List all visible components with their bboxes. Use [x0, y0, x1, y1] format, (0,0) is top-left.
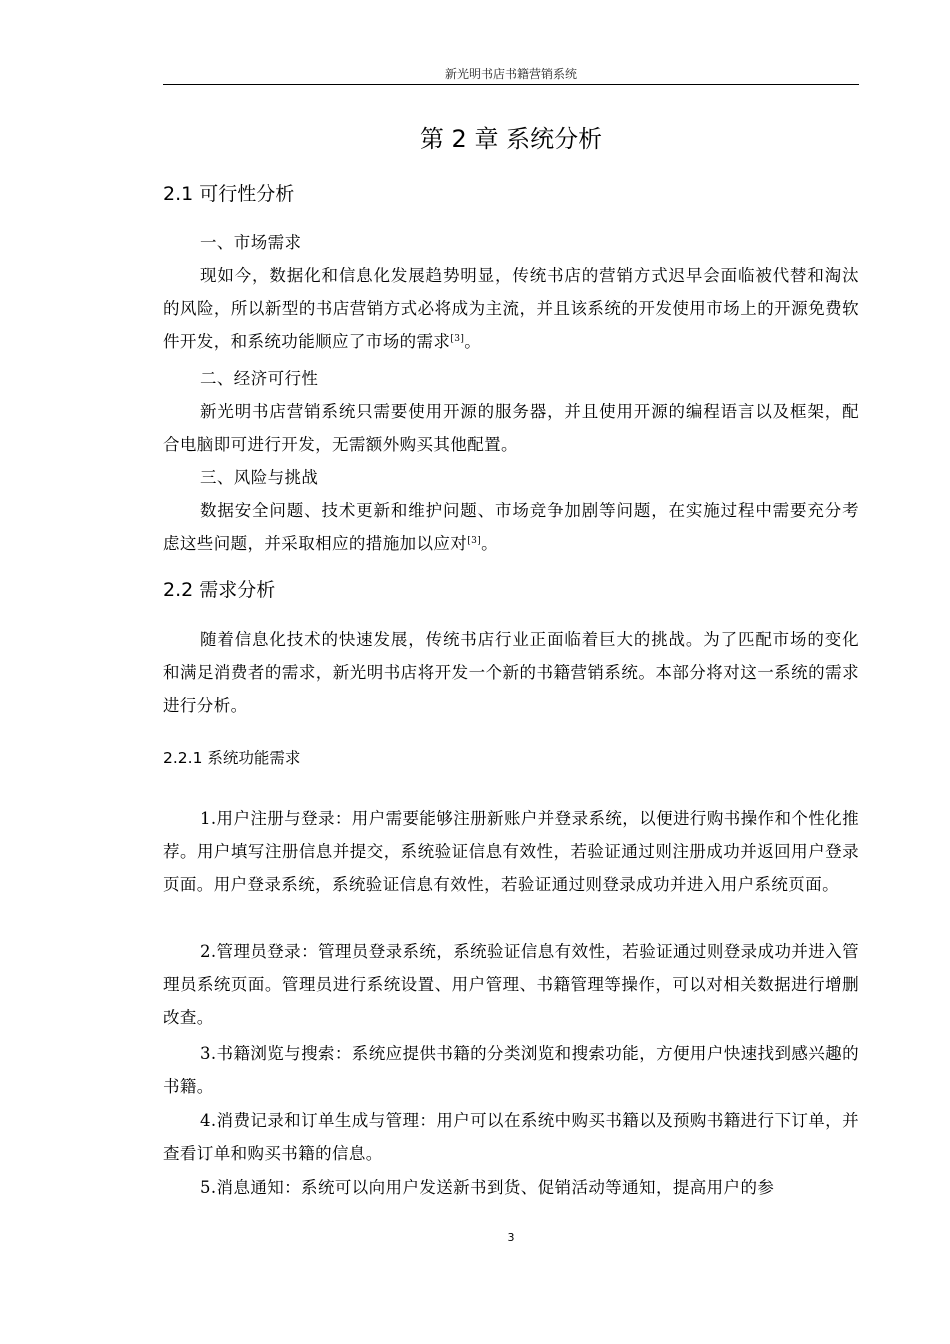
paragraph-end: 。 [464, 332, 482, 351]
paragraph-requirements-intro: 随着信息化技术的快速发展，传统书店行业正面临着巨大的挑战。为了匹配市场的变化和满足消费者的需求，新光明书店将开发一个新的书籍营销系统。本部分将对这一系统的需求进行分析。 [163, 630, 859, 715]
list-item-user-login: 1.用户注册与登录：用户需要能够注册新账户并登录系统，以便进行购书操作和个性化推荐。用户填写注册信息并提交，系统验证信息有效性，若验证通过则注册成功并返回用户登录页面。用户登录系统，系统验证信息有效性，若验证通过则登录成功并进入用户系统页面。 [163, 809, 859, 894]
chapter-title: 第 2 章 系统分析 [419, 125, 603, 153]
section-heading-requirements: 2.2 需求分析 [163, 579, 276, 601]
page-number: 3 [507, 1231, 515, 1244]
header-divider [163, 84, 859, 85]
paragraph-market-demand [163, 259, 859, 358]
list-item-notifications: 5.消息通知：系统可以向用户发送新书到货、促销活动等通知，提高用户的参 [200, 1178, 775, 1197]
section-heading-feasibility: 2.1 可行性分析 [163, 183, 295, 205]
list-item-book-browse: 3.书籍浏览与搜索：系统应提供书籍的分类浏览和搜索功能，方便用户快速找到感兴趣的书籍。 [163, 1044, 859, 1096]
list-item-admin-login: 2.管理员登录：管理员登录系统，系统验证信息有效性，若验证通过则登录成功并进入管理员系统页面。管理员进行系统设置、用户管理、书籍管理等操作，可以对相关数据进行增删改查。 [163, 942, 859, 1027]
paragraph-text: 数据安全问题、技术更新和维护问题、市场竞争加剧等问题，在实施过程中需要充分考虑这些问题，并采取相应的措施加以应对 [163, 501, 859, 553]
list-item-orders: 4.消费记录和订单生成与管理：用户可以在系统中购买书籍以及预购书籍进行下订单，并查看订单和购买书籍的信息。 [163, 1111, 859, 1163]
running-header: 新光明书店书籍营销系统 [444, 67, 577, 81]
subsection-heading-functional: 2.2.1 系统功能需求 [163, 749, 301, 767]
citation-ref: [3] [450, 334, 465, 344]
paragraph-text: 现如今，数据化和信息化发展趋势明显，传统书店的营销方式迟早会面临被代替和淘汰的风险，所以新型的书店营销方式必将成为主流，并且该系统的开发使用市场上的开源免费软件开发，和系统功能顺应了市场的需求 [163, 266, 859, 351]
subheading-economic-feasibility: 二、经济可行性 [200, 369, 319, 388]
paragraph-end: 。 [481, 534, 499, 553]
paragraph-risk [163, 494, 859, 560]
subheading-risk: 三、风险与挑战 [200, 468, 319, 487]
subheading-market-demand: 一、市场需求 [200, 233, 302, 252]
citation-ref: [3] [467, 536, 482, 546]
paragraph-economic-feasibility: 新光明书店营销系统只需要使用开源的服务器，并且使用开源的编程语言以及框架，配合电脑即可进行开发，无需额外购买其他配置。 [163, 402, 859, 454]
